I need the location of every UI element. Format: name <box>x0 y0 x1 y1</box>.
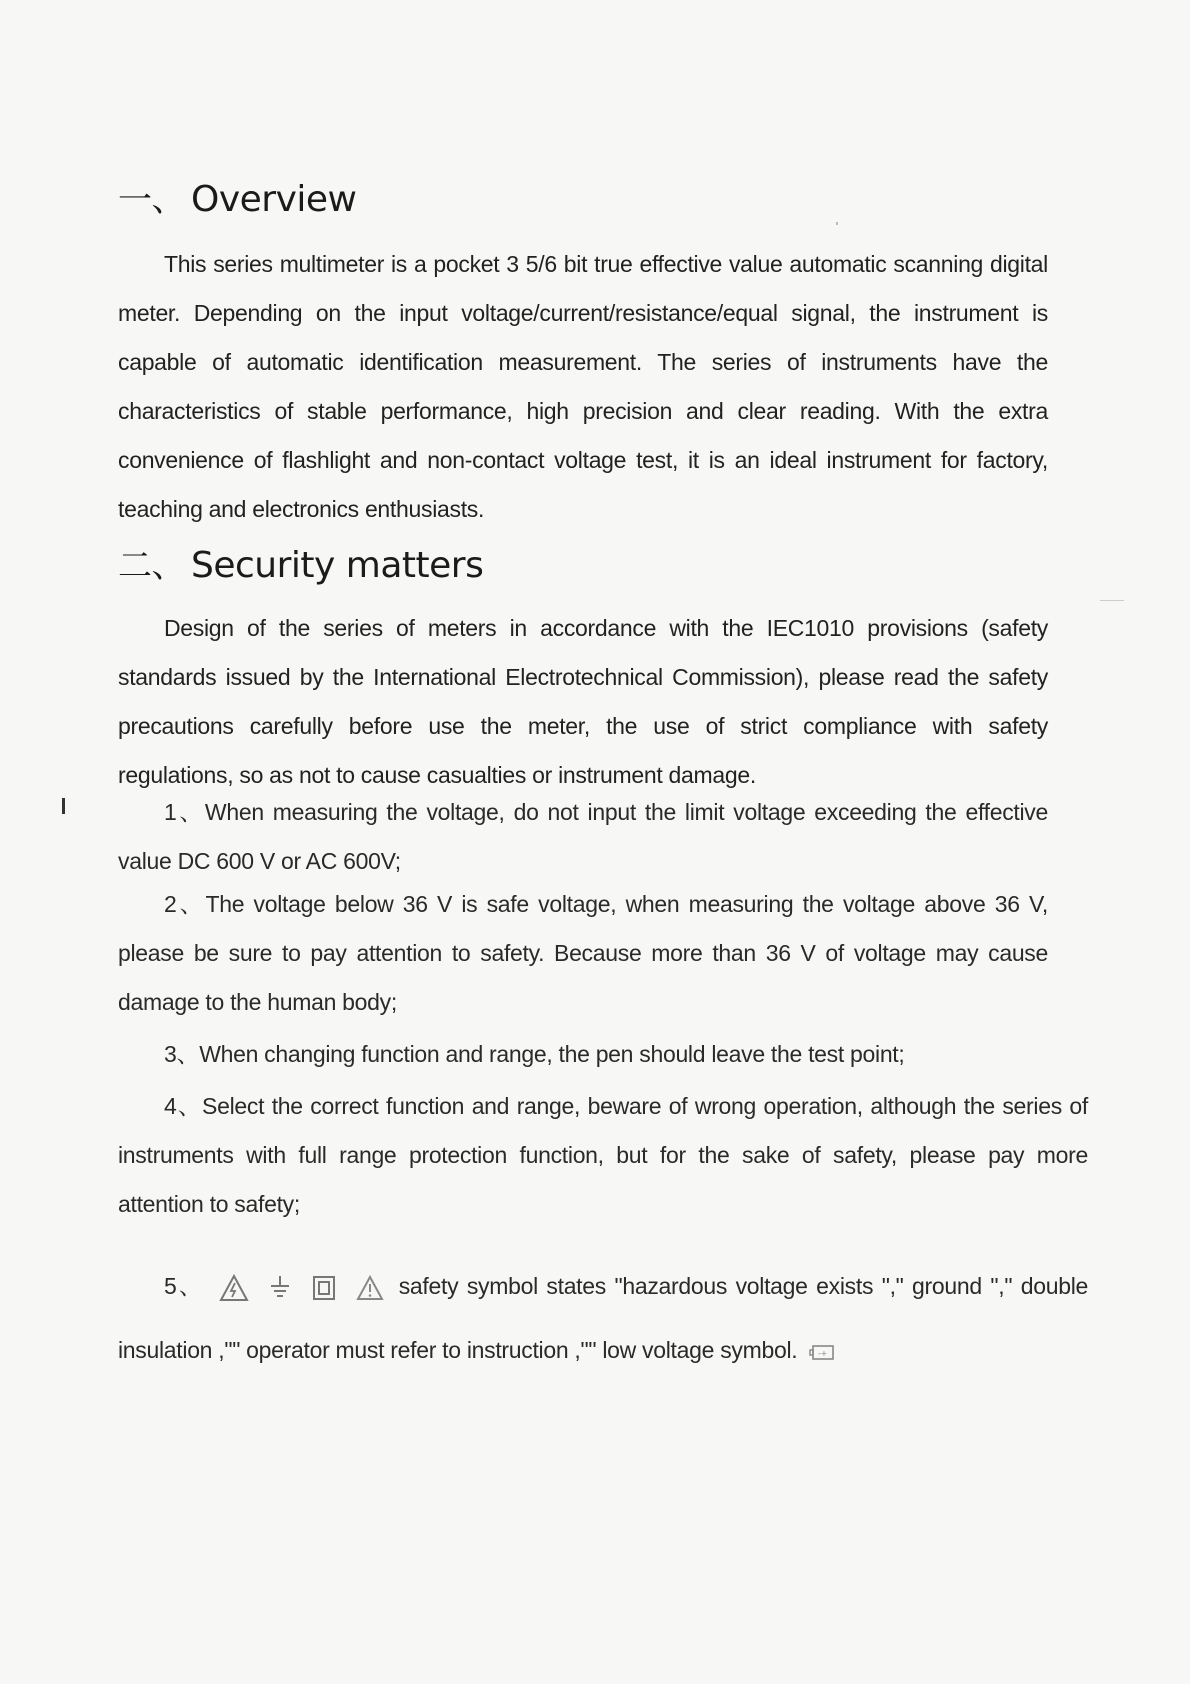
low-battery-icon <box>809 1343 835 1361</box>
list-item-symbols <box>118 1254 1088 1382</box>
item5-text: safety symbol states "hazardous voltage exists "," ground "," double insulation ,"" operator must refer to instruction ,"" low voltage symbol. <box>118 1273 1089 1363</box>
caution-icon <box>356 1275 384 1301</box>
section-heading-security <box>118 538 483 587</box>
scan-mark <box>62 798 65 814</box>
scan-speck <box>836 222 838 225</box>
ground-icon <box>269 1274 291 1302</box>
list-item: 1、When measuring the voltage, do not input the limit voltage exceeding the effective value DC 600 V or AC 600V; <box>118 799 1048 874</box>
section-title: Security matters <box>191 545 484 586</box>
section-heading-overview <box>118 172 357 221</box>
list-item: 3、When changing function and range, the pen should leave the test point; <box>164 1041 905 1067</box>
section-number: 二、 <box>118 546 185 586</box>
section-title: Overview <box>191 179 357 220</box>
svg-text:-+: -+ <box>818 1348 828 1358</box>
hazardous-voltage-icon <box>219 1274 249 1302</box>
item-number: 5、 <box>164 1273 205 1299</box>
overview-paragraph: This series multimeter is a pocket 3 5/6 bit true effective value automatic scanning digital meter. Depending on the input voltage/current/resistance/equal signal, the instrument is capable of automatic identification measurement. The series of instruments have the characteristics of stable performance, high precision and clear reading. With the extra convenience of flashlight and non-contact voltage test, it is an ideal instrument for factory, teaching and electronics enthusiasts. <box>118 251 1048 522</box>
double-insulation-icon <box>312 1275 336 1301</box>
list-item: 2、The voltage below 36 V is safe voltage, when measuring the voltage above 36 V, please be sure to pay attention to safety. Because more than 36 V of voltage may cause damage to the human body; <box>118 891 1048 1015</box>
section-number: 一、 <box>118 180 185 220</box>
scan-speck <box>1100 600 1124 601</box>
list-item: 4、Select the correct function and range, beware of wrong operation, although the series of instruments with full range protection function, but for the sake of safety, please pay more attention to safety; <box>118 1093 1088 1217</box>
security-paragraph: Design of the series of meters in accordance with the IEC1010 provisions (safety standards issued by the International Electrotechnical Commission), please read the safety precautions carefully before use the meter, the use of strict compliance with safety regulations, so as not to cause casualties or instrument damage. <box>118 615 1048 788</box>
